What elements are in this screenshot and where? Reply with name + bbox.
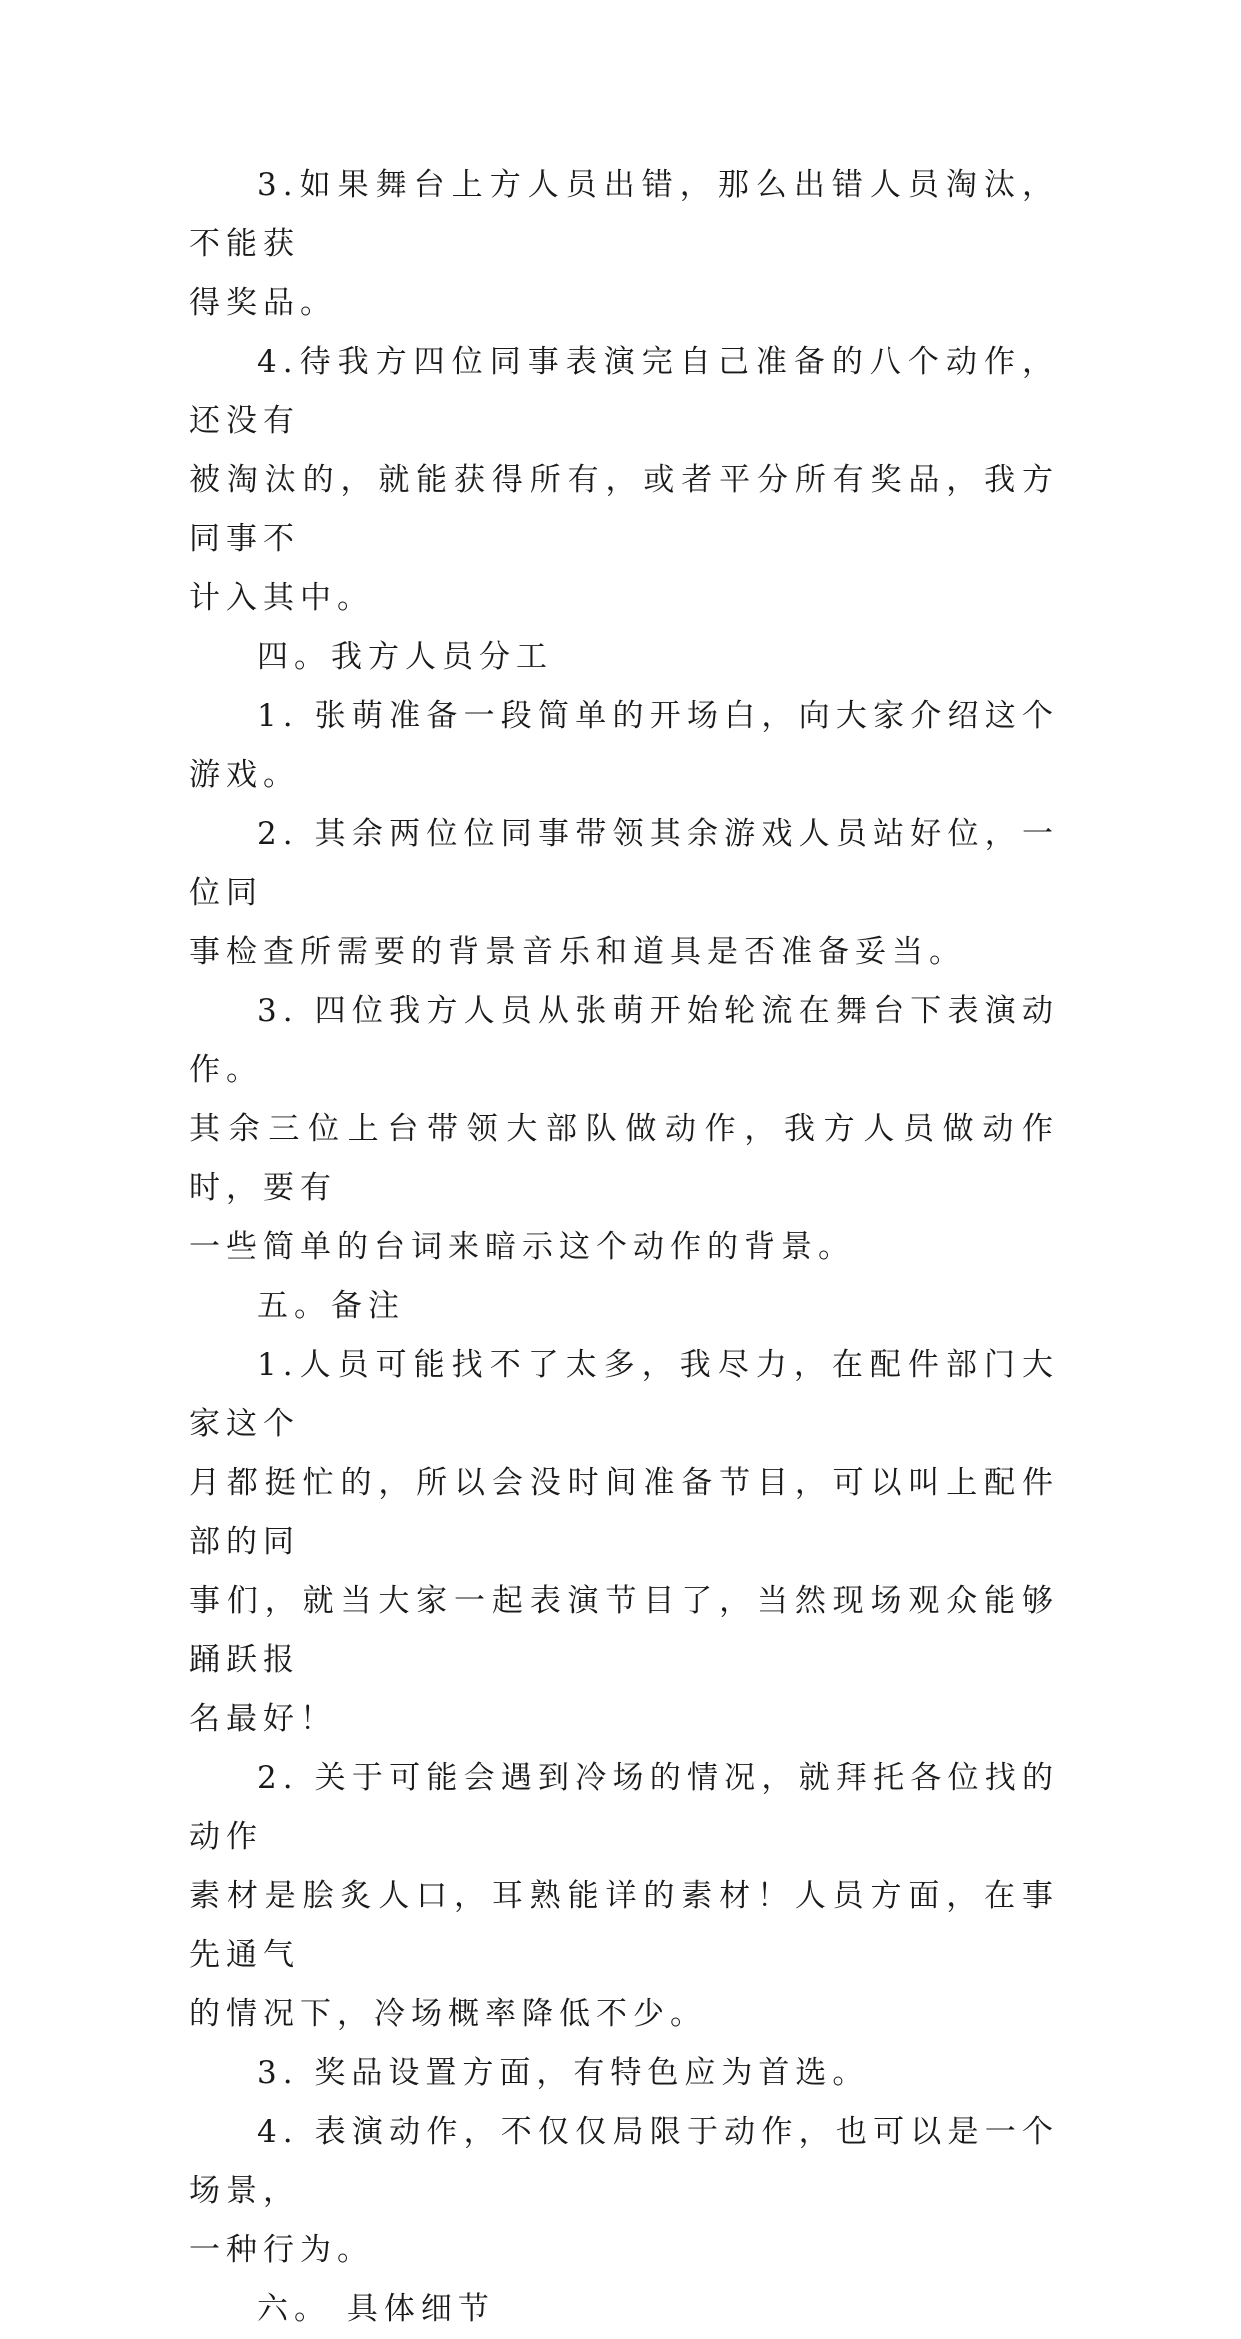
section-heading-5 xyxy=(189,1277,1059,1336)
text-line: 1.人员可能找不了太多，我尽力，在配件部门大家这个 xyxy=(189,1347,1059,1442)
text-line: 2. 其余两位位同事带领其余游戏人员站好位，一位同 xyxy=(189,816,1059,911)
paragraph-division-1 xyxy=(189,687,1059,805)
text-line: 2. 关于可能会遇到冷场的情况，就拜托各位找的动作 xyxy=(189,1760,1059,1855)
paragraph-division-2 xyxy=(189,805,1059,982)
section-heading-6 xyxy=(189,2280,1059,2339)
section-heading-text: 四。我方人员分工 xyxy=(257,639,553,675)
text-line: 3.如果舞台上方人员出错，那么出错人员淘汰，不能获 xyxy=(189,167,1059,262)
paragraph-rule-4 xyxy=(189,333,1059,628)
section-heading-4 xyxy=(189,628,1059,687)
text-line: 素材是脍炙人口，耳熟能详的素材！人员方面，在事先通气 xyxy=(189,1878,1059,1973)
paragraph-note-2 xyxy=(189,1749,1059,2044)
text-line: 4. 表演动作，不仅仅局限于动作，也可以是一个场景， xyxy=(189,2114,1059,2209)
text-line: 3. 四位我方人员从张萌开始轮流在舞台下表演动作。 xyxy=(189,993,1059,1088)
paragraph-note-4 xyxy=(189,2103,1059,2280)
section-heading-text: 五。备注 xyxy=(257,1288,405,1324)
text-line: 被淘汰的，就能获得所有，或者平分所有奖品，我方同事不 xyxy=(189,462,1059,557)
paragraph-rule-3 xyxy=(189,156,1059,333)
text-line: 一些简单的台词来暗示这个动作的背景。 xyxy=(189,1229,855,1265)
text-line: 月都挺忙的，所以会没时间准备节目，可以叫上配件部的同 xyxy=(189,1465,1059,1560)
text-line: 3. 奖品设置方面，有特色应为首选。 xyxy=(257,2055,870,2091)
text-line: 得奖品。 xyxy=(189,285,337,321)
document-body xyxy=(189,156,1059,2339)
text-line: 事们，就当大家一起表演节目了，当然现场观众能够踊跃报 xyxy=(189,1583,1059,1678)
section-heading-text: 六。 具体细节 xyxy=(257,2291,495,2327)
text-line: 的情况下，冷场概率降低不少。 xyxy=(189,1996,707,2032)
text-line: 4.待我方四位同事表演完自己准备的八个动作，还没有 xyxy=(189,344,1059,439)
text-line: 计入其中。 xyxy=(189,580,374,616)
paragraph-division-3 xyxy=(189,982,1059,1277)
text-line: 事检查所需要的背景音乐和道具是否准备妥当。 xyxy=(189,934,966,970)
text-line: 名最好！ xyxy=(189,1701,337,1737)
text-line: 其余三位上台带领大部队做动作，我方人员做动作时，要有 xyxy=(189,1111,1059,1206)
text-line: 一种行为。 xyxy=(189,2232,374,2268)
paragraph-note-3 xyxy=(189,2044,1059,2103)
text-line: 1. 张萌准备一段简单的开场白，向大家介绍这个游戏。 xyxy=(189,698,1059,793)
paragraph-note-1 xyxy=(189,1336,1059,1749)
